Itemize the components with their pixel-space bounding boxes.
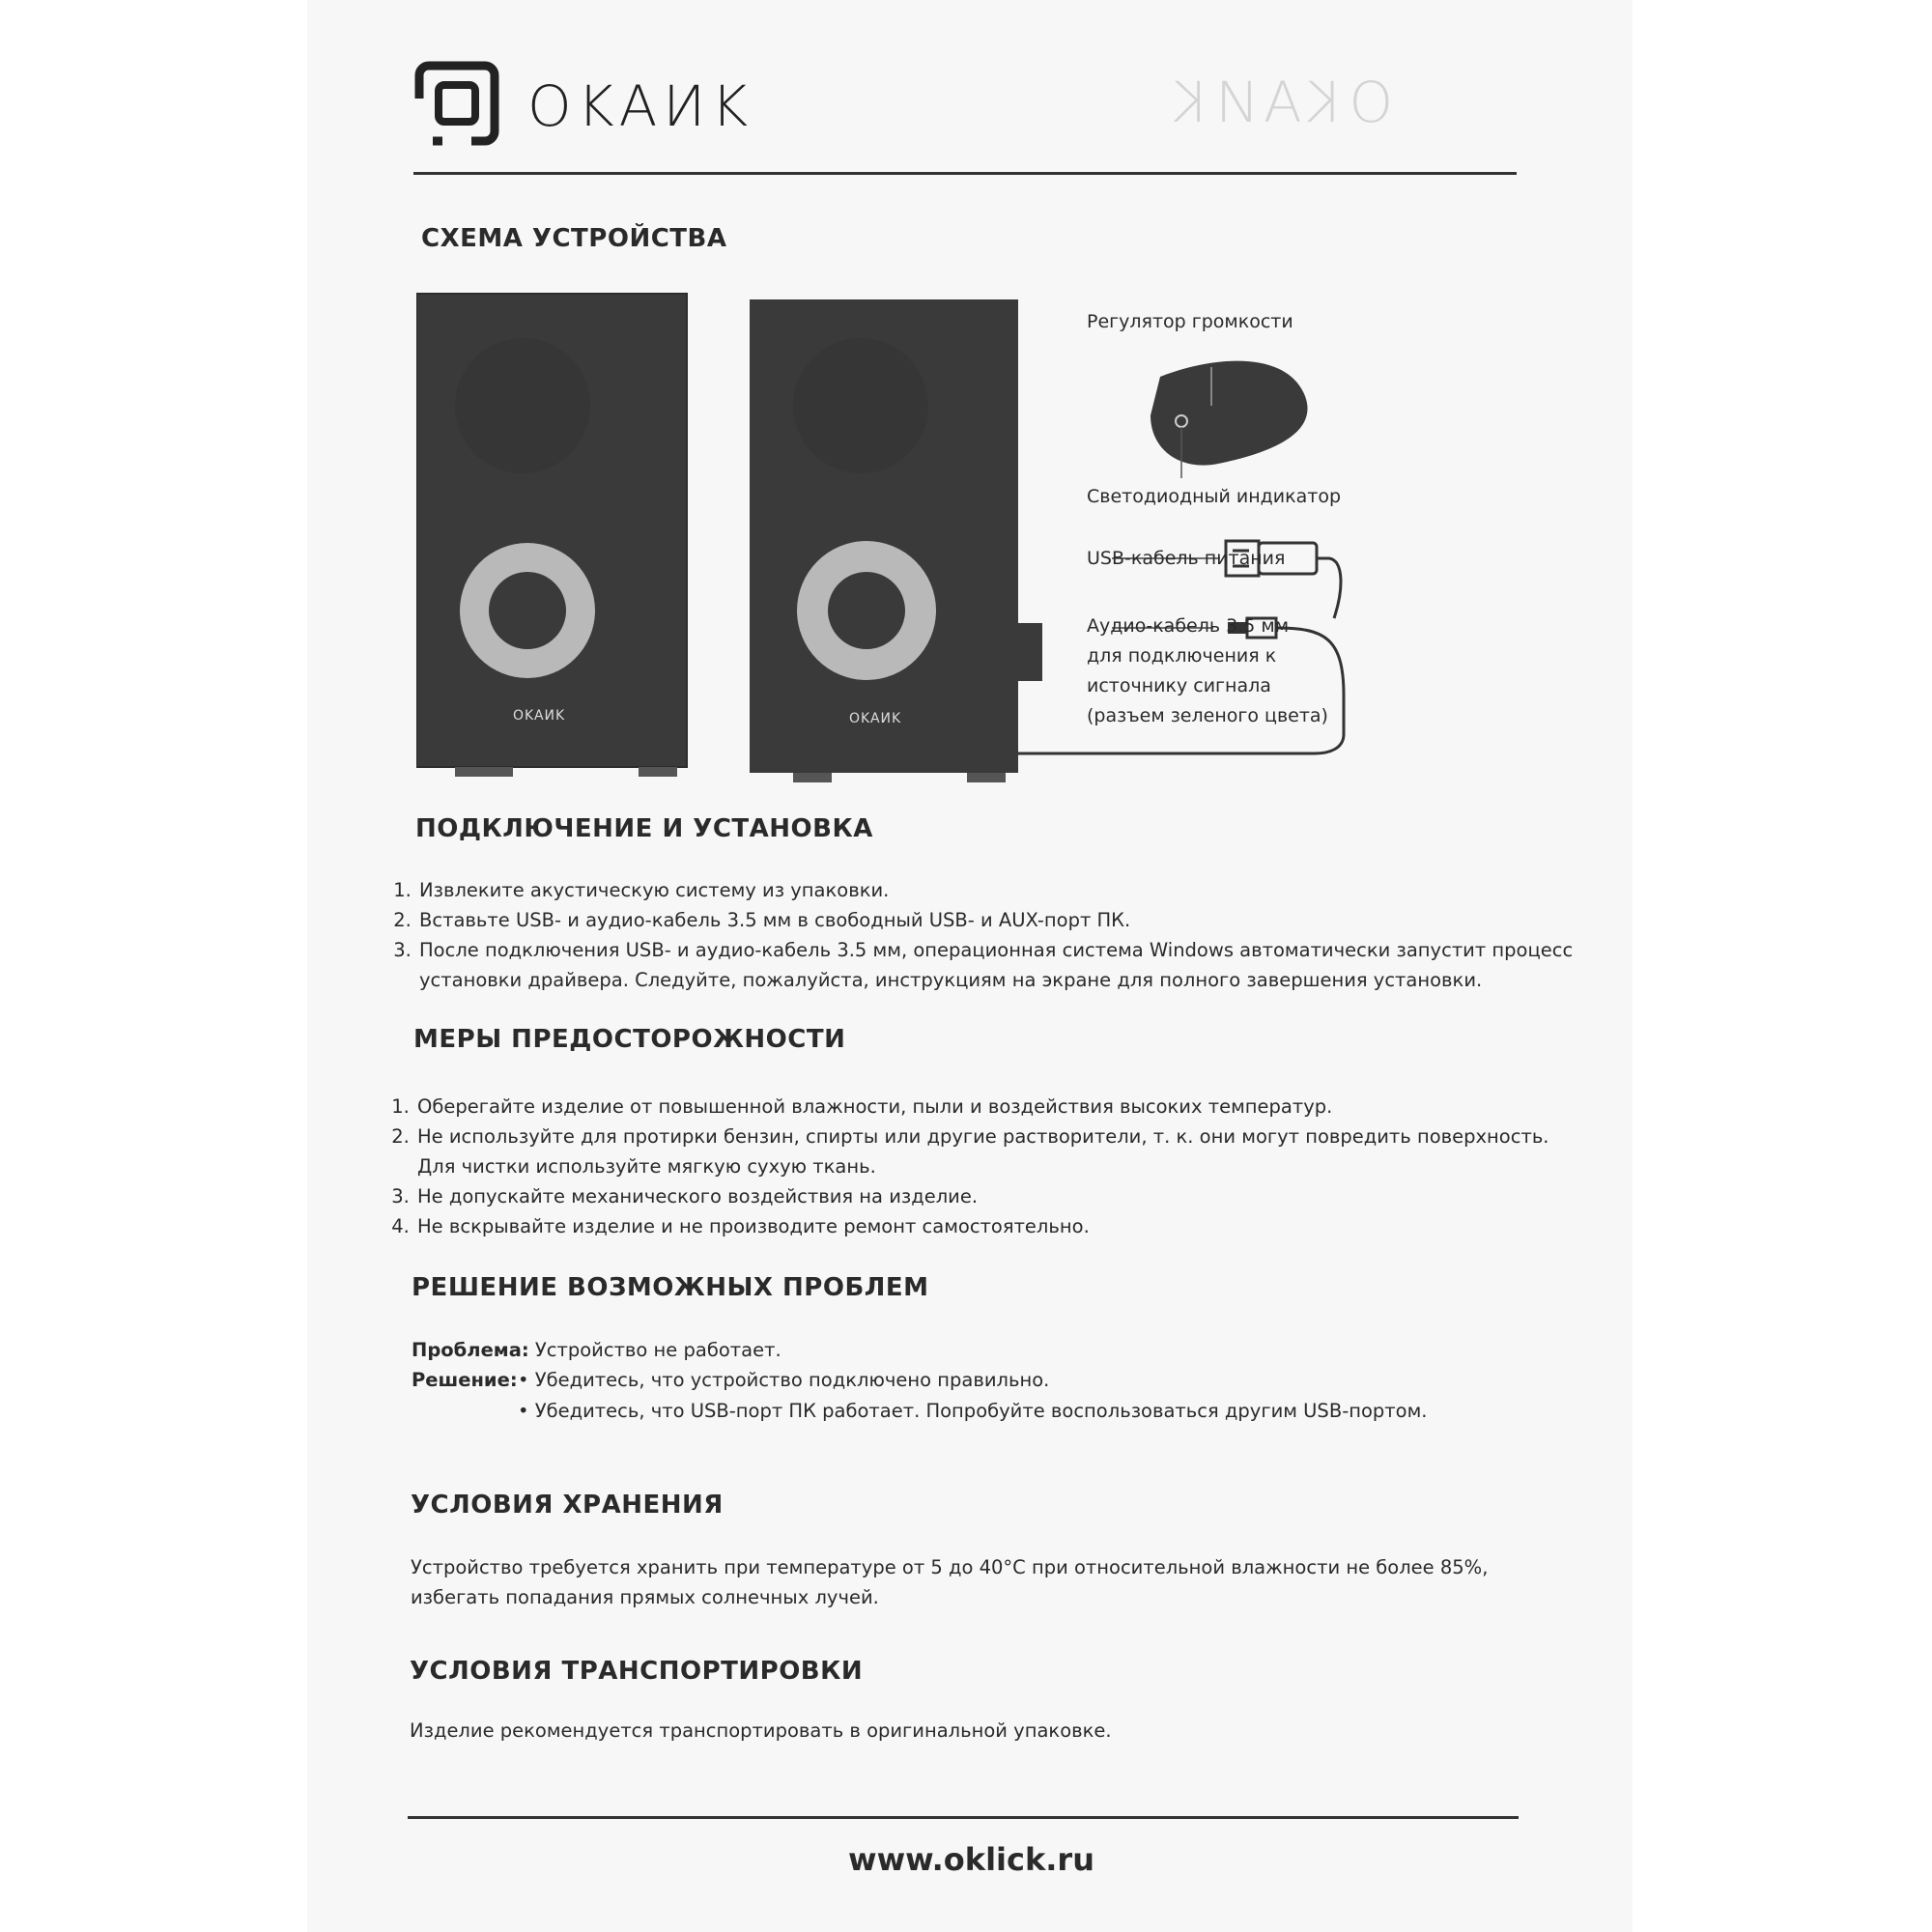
- transport-text: Изделие рекомендуется транспортировать в оригинальной упаковке.: [410, 1719, 1112, 1742]
- connection-step: 3. После подключения USB- и аудио-кабель 3.5 мм, операционная система Windows автоматически запустит процесс установки драйвера. Следуйте, пожалуйста, инструкциям на экране для полного завершения установки.: [417, 935, 1586, 995]
- document-page: [307, 0, 1633, 1932]
- brand-logo-icon: [413, 60, 500, 147]
- footer-url: www.oklick.ru: [848, 1841, 1094, 1878]
- solution-label: Решение:: [412, 1369, 518, 1391]
- storage-text: Устройство требуется хранить при температуре от 5 до 40°С при относительной влажности не более 85%, избегать попадания прямых солнечных лучей.: [411, 1556, 1489, 1608]
- precaution-item: 2. Не используйте для протирки бензин, спирты или другие растворители, т. к. они могут повредить поверхность. Для чистки используйте мягкую сухую ткань.: [415, 1122, 1584, 1181]
- callout-led: Светодиодный индикатор: [1087, 486, 1342, 507]
- precaution-item: 4. Не вскрывайте изделие и не производите ремонт самостоятельно.: [415, 1211, 1584, 1241]
- solution-item: • Убедитесь, что устройство подключено правильно.: [518, 1369, 1050, 1391]
- callout-audio-line-1: Аудио-кабель 3.5 мм: [1087, 615, 1290, 637]
- callout-audio: [1087, 611, 1328, 731]
- callout-usb: USB-кабель питания: [1087, 548, 1286, 569]
- section-title-diagram: СХЕМА УСТРОЙСТВА: [421, 224, 727, 253]
- section-title-troubleshooting: РЕШЕНИЕ ВОЗМОЖНЫХ ПРОБЛЕМ: [412, 1273, 929, 1302]
- volume-knob: [1151, 361, 1308, 478]
- section-title-connection: ПОДКЛЮЧЕНИЕ И УСТАНОВКА: [415, 814, 873, 843]
- footer-divider: [408, 1816, 1519, 1819]
- speaker-logo-left: OKAИK: [513, 708, 566, 724]
- precautions-list: [392, 1092, 1584, 1241]
- callout-audio-line-4: (разъем зеленого цвета): [1087, 705, 1328, 726]
- callout-audio-line-3: источнику сигнала: [1087, 675, 1271, 696]
- section-title-storage: УСЛОВИЯ ХРАНЕНИЯ: [411, 1491, 724, 1520]
- precaution-item: 3. Не допускайте механического воздействия на изделие.: [415, 1181, 1584, 1211]
- connection-step: 2. Вставьте USB- и аудио-кабель 3.5 мм в свободный USB- и AUX-порт ПК.: [417, 905, 1586, 935]
- bleed-through-logo: OKAИK: [1167, 70, 1394, 135]
- left-speaker: [416, 294, 687, 777]
- section-title-precautions: МЕРЫ ПРЕДОСТОРОЖНОСТИ: [413, 1025, 846, 1054]
- problem-text: Устройство не работает.: [534, 1339, 781, 1361]
- solution-item: • Убедитесь, что USB-порт ПК работает. Попробуйте воспользоваться другим USB-портом.: [518, 1400, 1428, 1422]
- precaution-item: 1. Оберегайте изделие от повышенной влажности, пыли и воздействия высоких температур.: [415, 1092, 1584, 1122]
- callout-audio-line-2: для подключения к: [1087, 645, 1277, 667]
- callout-volume: Регулятор громкости: [1087, 311, 1293, 332]
- header-divider: [413, 172, 1517, 175]
- brand-logo-text: OKAИK: [527, 73, 754, 139]
- speaker-logo-right: OKAИK: [849, 711, 902, 726]
- connection-list: [394, 875, 1586, 995]
- right-speaker: [750, 299, 1042, 782]
- connection-step: 1. Извлеките акустическую систему из упаковки.: [417, 875, 1586, 905]
- problem-label: Проблема:: [412, 1339, 529, 1361]
- problem-row: [412, 1335, 781, 1365]
- bleed-through-heading: [1119, 253, 1125, 276]
- section-title-transport: УСЛОВИЯ ТРАНСПОРТИРОВКИ: [410, 1657, 864, 1686]
